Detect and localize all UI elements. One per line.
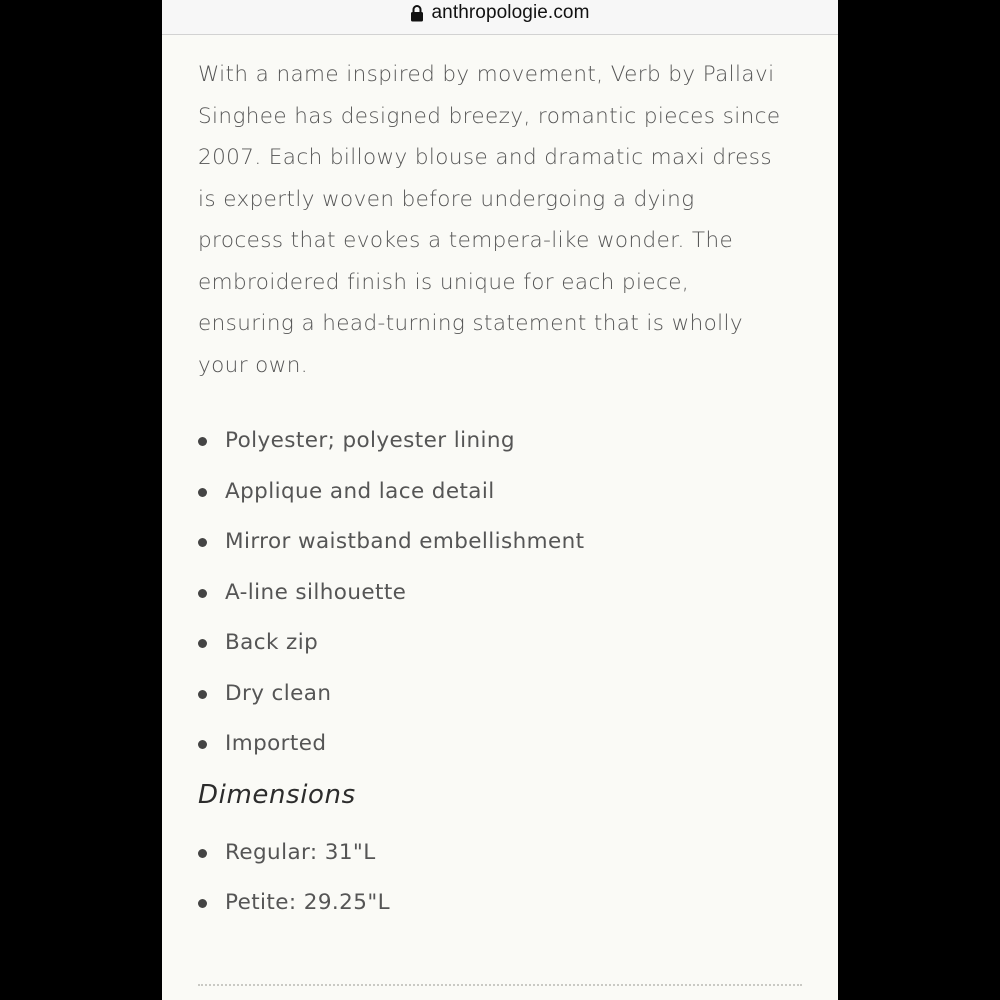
dimensions-list bbox=[198, 828, 808, 929]
url-text[interactable]: anthropologie.com bbox=[431, 2, 590, 23]
bullet-icon bbox=[198, 589, 207, 598]
feature-text: Back zip bbox=[225, 630, 319, 655]
bullet-icon bbox=[198, 740, 207, 749]
dimension-text: Regular: 31"L bbox=[225, 839, 376, 865]
list-item bbox=[198, 719, 808, 770]
bullet-icon bbox=[198, 849, 207, 858]
bullet-icon bbox=[198, 437, 207, 446]
dimension-text: Petite: 29.25"L bbox=[225, 890, 390, 915]
address-bar-content bbox=[410, 2, 589, 24]
bullet-icon bbox=[198, 690, 207, 699]
feature-text: Imported bbox=[225, 731, 327, 756]
description-line: process that evokes a tempera-like wonder. The bbox=[198, 228, 734, 253]
description-line: embroidered finish is unique for each piece, bbox=[198, 269, 690, 295]
bullet-icon bbox=[198, 488, 207, 497]
bullet-icon bbox=[198, 899, 207, 908]
dimensions-heading: Dimensions bbox=[198, 779, 356, 810]
bullet-icon bbox=[198, 538, 207, 547]
feature-text: Applique and lace detail bbox=[225, 478, 495, 504]
feature-text: Mirror waistband embellishment bbox=[225, 529, 585, 554]
description-line: is expertly woven before undergoing a dying bbox=[198, 186, 695, 212]
list-item bbox=[198, 467, 808, 518]
product-details bbox=[198, 54, 808, 929]
description-line: Singhee has designed breezy, romantic pieces since bbox=[198, 103, 781, 129]
feature-text: A-line silhouette bbox=[225, 579, 407, 605]
lock-icon bbox=[410, 4, 424, 22]
bullet-icon bbox=[198, 639, 207, 648]
list-item bbox=[198, 878, 808, 929]
list-item bbox=[198, 618, 808, 669]
list-item bbox=[198, 828, 808, 879]
description-line: your own. bbox=[198, 352, 308, 378]
product-description bbox=[198, 54, 798, 386]
section-divider bbox=[198, 984, 802, 986]
description-line: With a name inspired by movement, Verb by Pallavi bbox=[198, 62, 775, 87]
description-line: 2007. Each billowy blouse and dramatic maxi dress bbox=[198, 145, 772, 170]
feature-text: Dry clean bbox=[225, 680, 332, 706]
list-item bbox=[198, 568, 808, 619]
list-item bbox=[198, 669, 808, 720]
list-item bbox=[198, 416, 808, 467]
feature-list bbox=[198, 416, 808, 770]
mobile-browser-viewport bbox=[162, 0, 838, 1000]
address-bar[interactable] bbox=[162, 0, 838, 35]
list-item bbox=[198, 517, 808, 568]
description-line: ensuring a head-turning statement that is wholly bbox=[198, 311, 744, 336]
feature-text: Polyester; polyester lining bbox=[225, 428, 515, 453]
